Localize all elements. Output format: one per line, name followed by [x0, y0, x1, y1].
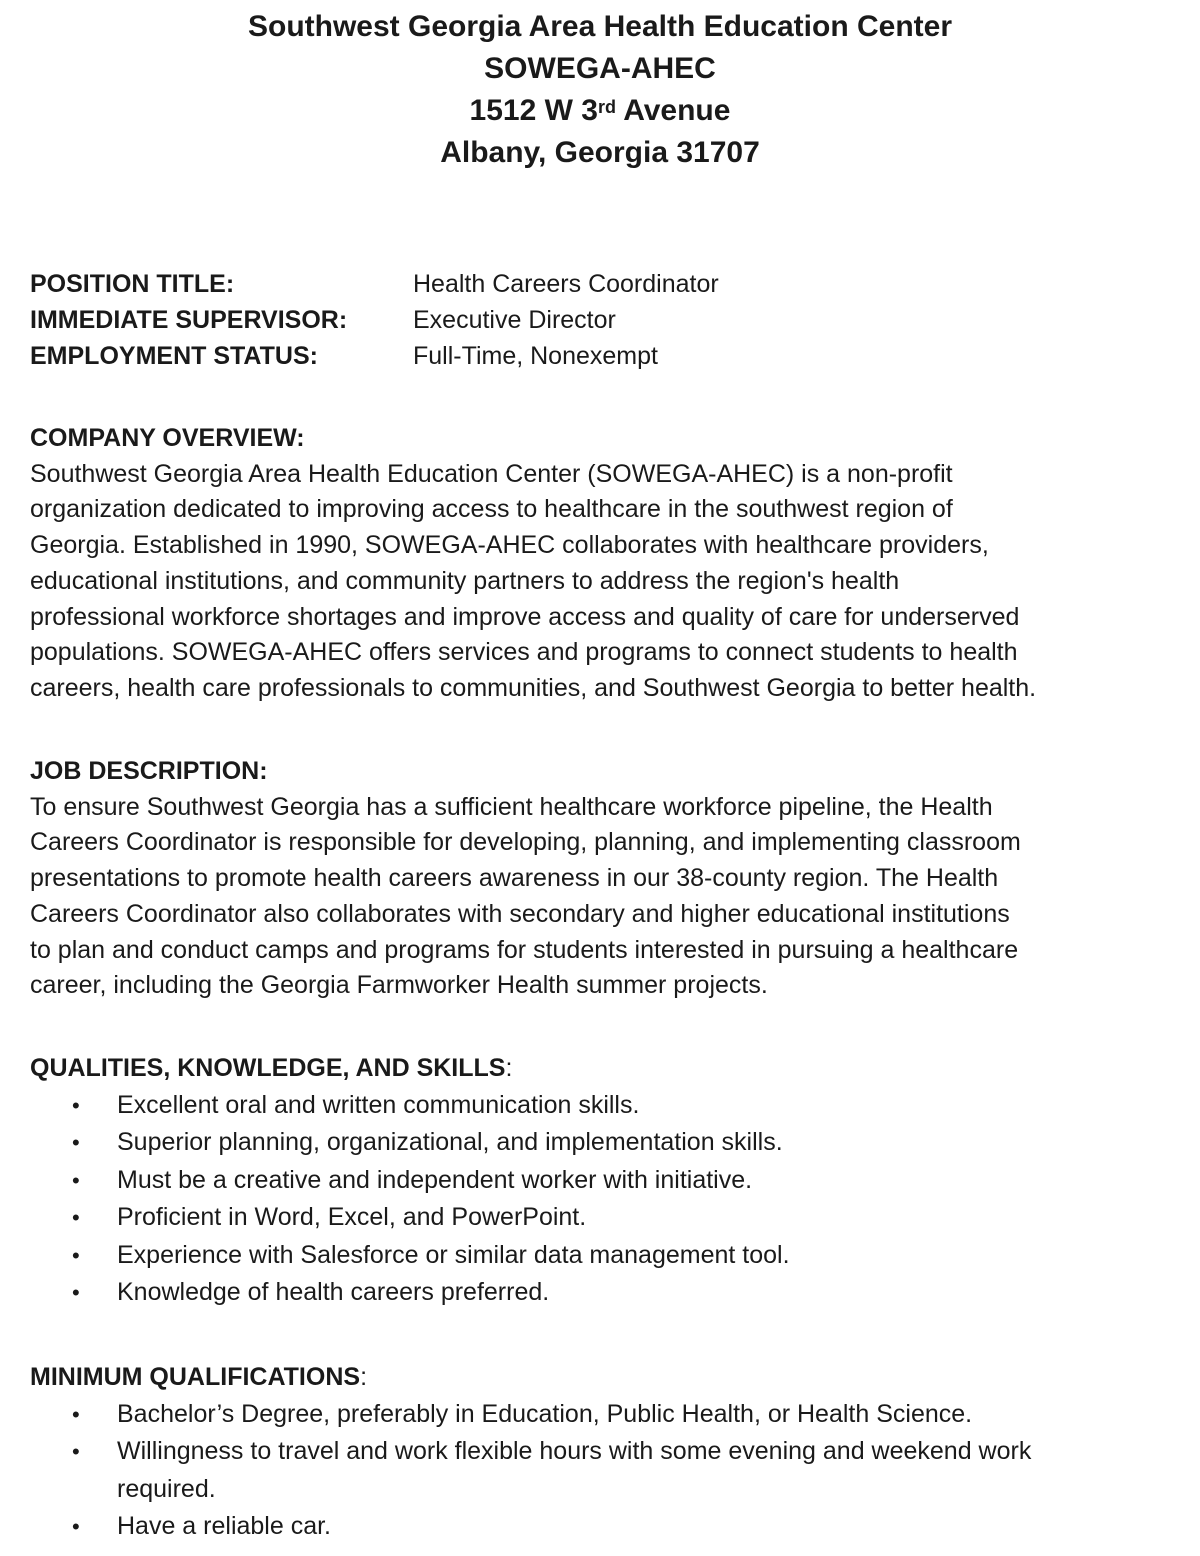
paragraph-line: To ensure Southwest Georgia has a sufficient healthcare workforce pipeline, the Health [30, 792, 993, 821]
paragraph-line: educational institutions, and community partners to address the region's health [30, 566, 900, 595]
paragraph-line: Georgia. Established in 1990, SOWEGA-AHEC collaborates with healthcare providers, [30, 531, 989, 560]
street-address [0, 90, 1200, 132]
list-item-text: Excellent oral and written communication skills. [117, 1090, 640, 1119]
list-item [30, 1237, 1168, 1275]
heading-colon: : [505, 1054, 513, 1082]
document-header [0, 6, 1200, 174]
overview-paragraph [30, 457, 1168, 707]
heading-text: QUALITIES, KNOWLEDGE, AND SKILLS [30, 1054, 506, 1082]
list-item-text: Bachelor’s Degree, preferably in Education, Public Health, or Health Science. [117, 1399, 973, 1428]
organization-name: Southwest Georgia Area Health Education Center [247, 10, 953, 43]
city-state-zip: Albany, Georgia 31707 [440, 136, 760, 169]
paragraph-line: populations. SOWEGA-AHEC offers services and programs to connect students to health [30, 638, 1018, 667]
field-position-title [30, 266, 1170, 302]
heading-colon: : [360, 1363, 368, 1391]
bullet-icon: • [72, 1280, 80, 1306]
bullet-icon: • [72, 1401, 80, 1427]
section-heading [30, 1360, 1168, 1396]
list-item [30, 1508, 1168, 1546]
field-value: Health Careers Coordinator [413, 270, 719, 298]
job-description-section [30, 754, 1168, 1004]
field-employment-status [30, 338, 1170, 374]
paragraph-line: Southwest Georgia Area Health Education Center (SOWEGA-AHEC) is a non-profit [30, 459, 953, 488]
heading-text: MINIMUM QUALIFICATIONS [30, 1363, 361, 1391]
bullet-icon: • [72, 1439, 80, 1465]
field-label: POSITION TITLE: [30, 270, 235, 298]
street-name: Avenue [615, 94, 731, 127]
bullet-icon: • [72, 1514, 80, 1540]
list-item [30, 1199, 1168, 1237]
paragraph-line: organization dedicated to improving access to healthcare in the southwest region of [30, 495, 953, 524]
street-number: 1512 W 3 [469, 94, 598, 127]
list-item-text: Superior planning, organizational, and implementation skills. [117, 1128, 783, 1157]
list-item-text: Have a reliable car. [117, 1512, 332, 1541]
paragraph-line: professional workforce shortages and improve access and quality of care for underserved [30, 602, 1020, 631]
bullet-icon: • [72, 1205, 80, 1231]
list-item [30, 1162, 1168, 1200]
bullet-icon: • [72, 1167, 80, 1193]
job-description-paragraph [30, 790, 1168, 1004]
field-value: Full-Time, Nonexempt [413, 342, 658, 370]
paragraph-line: to plan and conduct camps and programs for students interested in pursuing a healthcare [30, 935, 1019, 964]
list-item-text: Willingness to travel and work flexible hours with some evening and weekend work required. [117, 1437, 1032, 1503]
list-item [30, 1433, 1168, 1508]
field-label: IMMEDIATE SUPERVISOR: [30, 306, 348, 334]
organization-acronym: SOWEGA-AHEC [484, 52, 716, 85]
bullet-icon: • [72, 1242, 80, 1268]
section-heading: COMPANY OVERVIEW: [30, 424, 305, 452]
list-item [30, 1274, 1168, 1312]
section-heading [30, 1051, 1168, 1087]
list-item-text: Knowledge of health careers preferred. [117, 1278, 550, 1307]
bullet-icon: • [72, 1092, 80, 1118]
section-heading: JOB DESCRIPTION: [30, 757, 268, 785]
company-overview-section [30, 421, 1168, 707]
list-item [30, 1396, 1168, 1434]
list-item-text: Experience with Salesforce or similar data management tool. [117, 1240, 790, 1269]
field-label: EMPLOYMENT STATUS: [30, 342, 318, 370]
minimum-qualifications-section [30, 1360, 1168, 1546]
list-item-text: Proficient in Word, Excel, and PowerPoint. [117, 1203, 587, 1232]
paragraph-line: presentations to promote health careers awareness in our 38-county region. The Health [30, 864, 999, 893]
paragraph-line: Careers Coordinator is responsible for developing, planning, and implementing classroom [30, 828, 1021, 857]
position-fields [30, 266, 1170, 374]
paragraph-line: careers, health care professionals to communities, and Southwest Georgia to better health. [30, 673, 1037, 702]
bullet-icon: • [72, 1130, 80, 1156]
qualities-list [30, 1087, 1168, 1312]
minimum-qualifications-list [30, 1396, 1168, 1546]
ordinal-suffix: rd [597, 97, 616, 117]
field-immediate-supervisor [30, 302, 1170, 338]
paragraph-line: career, including the Georgia Farmworker Health summer projects. [30, 971, 768, 1000]
paragraph-line: Careers Coordinator also collaborates with secondary and higher educational institutions [30, 899, 1010, 928]
qualities-section [30, 1051, 1168, 1312]
list-item-text: Must be a creative and independent worker with initiative. [117, 1165, 753, 1194]
field-value: Executive Director [413, 306, 616, 334]
list-item [30, 1124, 1168, 1162]
list-item [30, 1087, 1168, 1125]
